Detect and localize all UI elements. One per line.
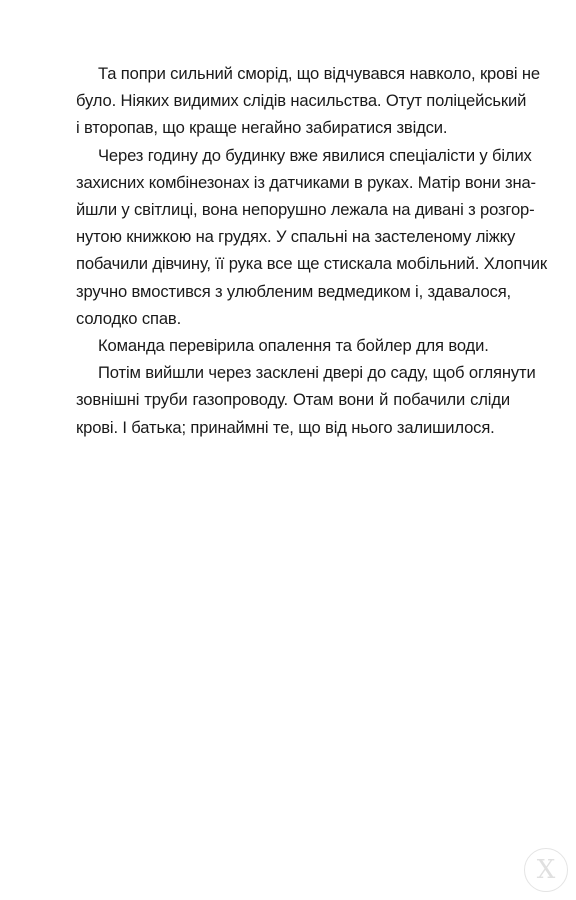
text-line: нутою книжкою на грудях. У спальні на застеленому ліжку bbox=[76, 227, 516, 247]
text-line: і второпав, що краще негайно забиратися звідси. bbox=[76, 118, 448, 138]
watermark-logo-icon bbox=[524, 848, 568, 892]
text-line: зручно вмостився з улюбленим ведмедиком і, здавалося, bbox=[76, 281, 512, 301]
text-line: Команда перевірила опалення та бойлер для води. bbox=[98, 336, 489, 356]
text-line: Потім вийшли через засклені двері до саду, щоб оглянути bbox=[98, 363, 536, 383]
text-line: Через годину до будинку вже явилися спеціалісти у білих bbox=[98, 145, 532, 165]
text-line: Та попри сильний сморід, що відчувався навколо, крові не bbox=[98, 64, 540, 83]
paragraph-2 bbox=[76, 142, 547, 332]
text-line: побачили дівчину, її рука все ще стискала мобільний. Хлопчик bbox=[76, 254, 547, 274]
body-text bbox=[76, 60, 547, 441]
paragraph-1 bbox=[76, 60, 540, 142]
paragraph-4 bbox=[76, 359, 536, 441]
watermark-glyph: Х bbox=[536, 855, 556, 885]
text-line: йшли у світлиці, вона непорушно лежала на дивані з розгор- bbox=[76, 200, 535, 220]
text-line: захисних комбінезонах із датчиками в руках. Матір вони зна- bbox=[76, 172, 536, 192]
paragraph-3 bbox=[76, 332, 510, 359]
text-line: крові. І батька; принаймні те, що від нього залишилося. bbox=[76, 417, 495, 437]
text-line: було. Ніяких видимих слідів насильства. Отут поліцейський bbox=[76, 91, 527, 111]
text-line: зовнішні труби газопроводу. Отам вони й побачили сліди bbox=[76, 390, 510, 410]
text-line: солодко спав. bbox=[76, 308, 182, 328]
